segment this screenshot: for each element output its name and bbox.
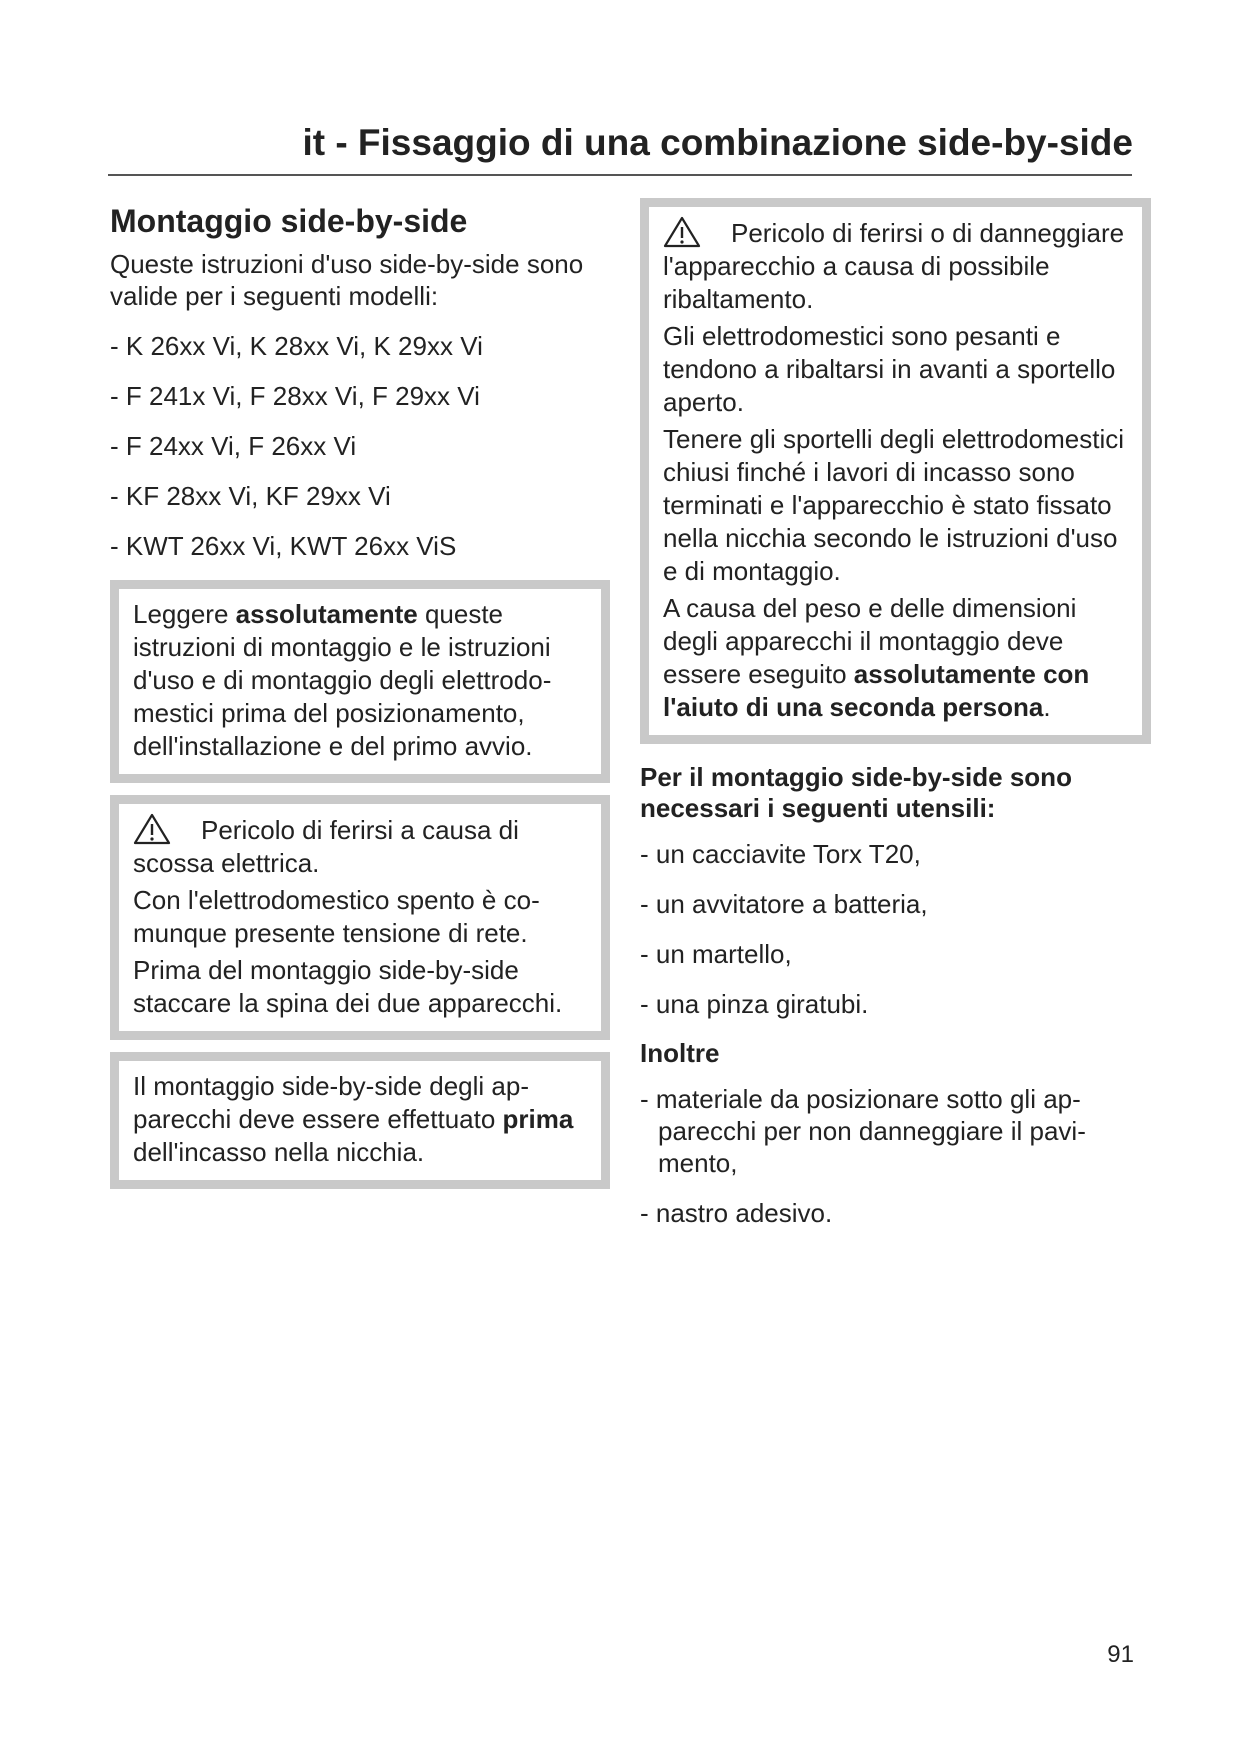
warning-box-tipping <box>640 198 1151 744</box>
tool-item: - una pinza giratubi. <box>640 989 869 1019</box>
warning-text: Con l'elettrodomestico spento è comunque presente tensione di rete. <box>133 885 540 948</box>
note-text: Il montaggio side-by-side degli apparecchi deve essere effettuato prima dell'incasso nella nicchia. <box>133 1071 574 1167</box>
warning-text: Tenere gli sportelli degli elettrodomestici chiusi finché i lavori di incasso sono terminati e l'apparecchio è stato fissato nella nicchia secondo le istruzioni d'uso e di montaggio. <box>663 424 1125 586</box>
emphasis: assolutamente con l'aiuto di una seconda persona <box>663 659 1090 722</box>
warning-box-electric-shock <box>110 795 610 1040</box>
note-text: Leggere assolutamente queste istruzioni di montaggio e le istruzioni d'uso e di montaggio degli elettrodomestici prima del posizionamento, dell'installazione e del primo avvio. <box>133 599 552 761</box>
page-header-title: it - Fissaggio di una combinazione side-by-side <box>302 122 1133 163</box>
emphasis: assolutamente <box>235 599 418 629</box>
note-box-before-installation <box>110 1052 610 1189</box>
model-item: - K 26xx Vi, K 28xx Vi, K 29xx Vi <box>110 331 483 361</box>
warning-text: Prima del montaggio side-by-side staccare la spina dei due apparecchi. <box>133 955 563 1018</box>
warning-triangle-icon <box>133 813 171 845</box>
extra-item: - nastro adesivo. <box>640 1198 833 1228</box>
right-column <box>640 200 1140 1247</box>
note-box-read-instructions <box>110 580 610 783</box>
page-number: 91 <box>1107 1641 1134 1668</box>
tool-item: - un cacciavite Torx T20, <box>640 839 921 869</box>
extra-item: - materiale da posizionare sotto gli apparecchi per non danneggiare il pavimento, <box>640 1084 1086 1178</box>
tool-item: - un martello, <box>640 939 792 969</box>
warning-text: A causa del peso e delle dimensioni degli apparecchi il montaggio deve essere eseguito assolutamente con l'aiuto di una seconda persona. <box>663 593 1090 722</box>
warning-title: Pericolo di ferirsi a causa di scossa elettrica. <box>133 815 519 878</box>
header-divider <box>108 174 1132 176</box>
extras-list <box>640 1083 1140 1229</box>
extras-heading: Inoltre <box>640 1038 720 1068</box>
tool-item: - un avvitatore a batteria, <box>640 889 928 919</box>
left-column <box>110 200 610 1189</box>
model-item: - KWT 26xx Vi, KWT 26xx ViS <box>110 531 457 561</box>
emphasis: prima <box>502 1104 574 1134</box>
model-item: - F 241x Vi, F 28xx Vi, F 29xx Vi <box>110 381 480 411</box>
tools-list <box>640 838 1140 1020</box>
warning-text: Gli elettrodomestici sono pesanti e tendono a ribaltarsi in avanti a sportello aperto. <box>663 321 1116 417</box>
warning-title: Pericolo di ferirsi o di danneggiare l'apparecchio a causa di possibile ribaltamento. <box>663 218 1125 314</box>
model-item: - KF 28xx Vi, KF 29xx Vi <box>110 481 391 511</box>
section-title: Montaggio side-by-side <box>110 203 468 239</box>
model-list <box>110 330 610 562</box>
intro-paragraph: Queste istruzioni d'uso side-by-side sono valide per i seguenti modelli: <box>110 249 584 311</box>
warning-triangle-icon <box>663 216 701 248</box>
model-item: - F 24xx Vi, F 26xx Vi <box>110 431 357 461</box>
tools-heading: Per il montaggio side-by-side sono necessari i seguenti utensili: <box>640 762 1072 823</box>
